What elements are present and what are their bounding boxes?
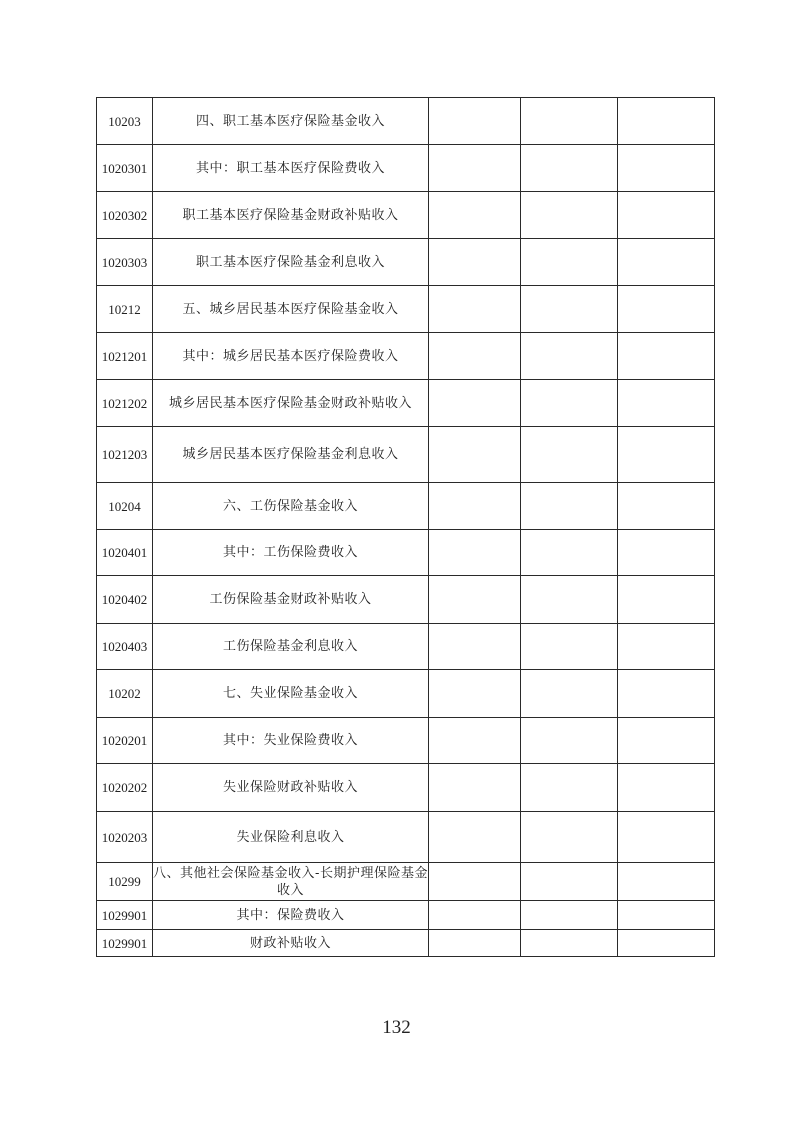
value-cell-1: [429, 530, 521, 576]
value-cell-2: [521, 670, 618, 718]
value-cell-3: [618, 901, 715, 930]
row-name: 五、城乡居民基本医疗保险基金收入: [153, 286, 429, 333]
table-row: [97, 192, 715, 239]
table-row: [97, 624, 715, 670]
row-code: 1020401: [97, 530, 153, 576]
row-name: 八、其他社会保险基金收入-长期护理保险基金收入: [153, 863, 429, 901]
table-row: [97, 427, 715, 483]
table-row: [97, 380, 715, 427]
row-name: 城乡居民基本医疗保险基金利息收入: [153, 427, 429, 483]
row-code: 1021202: [97, 380, 153, 427]
table-row: [97, 930, 715, 957]
value-cell-3: [618, 98, 715, 145]
value-cell-2: [521, 901, 618, 930]
value-cell-3: [618, 530, 715, 576]
value-cell-1: [429, 192, 521, 239]
row-name: 职工基本医疗保险基金利息收入: [153, 239, 429, 286]
value-cell-3: [618, 624, 715, 670]
row-name: 六、工伤保险基金收入: [153, 483, 429, 530]
row-code: 10299: [97, 863, 153, 901]
row-name: 失业保险财政补贴收入: [153, 764, 429, 812]
row-code: 10204: [97, 483, 153, 530]
value-cell-3: [618, 863, 715, 901]
table-row: [97, 576, 715, 624]
row-code: 1021201: [97, 333, 153, 380]
value-cell-3: [618, 483, 715, 530]
value-cell-1: [429, 812, 521, 863]
value-cell-3: [618, 718, 715, 764]
value-cell-3: [618, 286, 715, 333]
row-name: 工伤保险基金利息收入: [153, 624, 429, 670]
value-cell-2: [521, 764, 618, 812]
table-row: [97, 333, 715, 380]
value-cell-3: [618, 427, 715, 483]
row-code: 1021203: [97, 427, 153, 483]
row-code: 10212: [97, 286, 153, 333]
value-cell-3: [618, 145, 715, 192]
value-cell-3: [618, 812, 715, 863]
value-cell-3: [618, 192, 715, 239]
row-name: 七、失业保险基金收入: [153, 670, 429, 718]
row-code: 1020403: [97, 624, 153, 670]
value-cell-1: [429, 670, 521, 718]
row-code: 1029901: [97, 901, 153, 930]
value-cell-2: [521, 286, 618, 333]
table-row: [97, 812, 715, 863]
value-cell-1: [429, 718, 521, 764]
value-cell-3: [618, 930, 715, 957]
table-body: [97, 98, 715, 957]
value-cell-1: [429, 863, 521, 901]
value-cell-1: [429, 483, 521, 530]
table-row: [97, 764, 715, 812]
value-cell-2: [521, 530, 618, 576]
value-cell-2: [521, 718, 618, 764]
row-name: 其中：职工基本医疗保险费收入: [153, 145, 429, 192]
value-cell-3: [618, 576, 715, 624]
row-name: 财政补贴收入: [153, 930, 429, 957]
table-row: [97, 483, 715, 530]
value-cell-2: [521, 145, 618, 192]
value-cell-2: [521, 333, 618, 380]
value-cell-1: [429, 576, 521, 624]
row-code: 1020301: [97, 145, 153, 192]
value-cell-2: [521, 192, 618, 239]
table-row: [97, 670, 715, 718]
row-code: 10202: [97, 670, 153, 718]
value-cell-2: [521, 863, 618, 901]
value-cell-2: [521, 483, 618, 530]
row-name: 工伤保险基金财政补贴收入: [153, 576, 429, 624]
value-cell-2: [521, 930, 618, 957]
value-cell-3: [618, 239, 715, 286]
table-row: [97, 286, 715, 333]
value-cell-1: [429, 427, 521, 483]
table-row: [97, 901, 715, 930]
row-code: 1020201: [97, 718, 153, 764]
value-cell-1: [429, 624, 521, 670]
row-name: 职工基本医疗保险基金财政补贴收入: [153, 192, 429, 239]
value-cell-1: [429, 380, 521, 427]
table-row: [97, 239, 715, 286]
row-name: 其中：城乡居民基本医疗保险费收入: [153, 333, 429, 380]
value-cell-1: [429, 286, 521, 333]
value-cell-3: [618, 333, 715, 380]
row-code: 10203: [97, 98, 153, 145]
row-name: 其中：工伤保险费收入: [153, 530, 429, 576]
row-name: 其中：保险费收入: [153, 901, 429, 930]
value-cell-1: [429, 930, 521, 957]
value-cell-1: [429, 764, 521, 812]
row-code: 1029901: [97, 930, 153, 957]
row-code: 1020402: [97, 576, 153, 624]
row-code: 1020302: [97, 192, 153, 239]
value-cell-2: [521, 812, 618, 863]
value-cell-3: [618, 764, 715, 812]
value-cell-2: [521, 380, 618, 427]
row-code: 1020202: [97, 764, 153, 812]
value-cell-1: [429, 333, 521, 380]
income-table: [96, 97, 715, 957]
value-cell-2: [521, 624, 618, 670]
value-cell-3: [618, 380, 715, 427]
value-cell-1: [429, 98, 521, 145]
page-number: 132: [382, 1017, 411, 1038]
row-name: 其中：失业保险费收入: [153, 718, 429, 764]
table-row: [97, 145, 715, 192]
row-code: 1020203: [97, 812, 153, 863]
value-cell-2: [521, 98, 618, 145]
row-code: 1020303: [97, 239, 153, 286]
value-cell-1: [429, 901, 521, 930]
table-row: [97, 863, 715, 901]
value-cell-3: [618, 670, 715, 718]
row-name: 四、职工基本医疗保险基金收入: [153, 98, 429, 145]
value-cell-2: [521, 427, 618, 483]
value-cell-2: [521, 576, 618, 624]
value-cell-2: [521, 239, 618, 286]
row-name: 城乡居民基本医疗保险基金财政补贴收入: [153, 380, 429, 427]
value-cell-1: [429, 239, 521, 286]
row-name: 失业保险利息收入: [153, 812, 429, 863]
table-row: [97, 530, 715, 576]
table-row: [97, 98, 715, 145]
value-cell-1: [429, 145, 521, 192]
table-row: [97, 718, 715, 764]
